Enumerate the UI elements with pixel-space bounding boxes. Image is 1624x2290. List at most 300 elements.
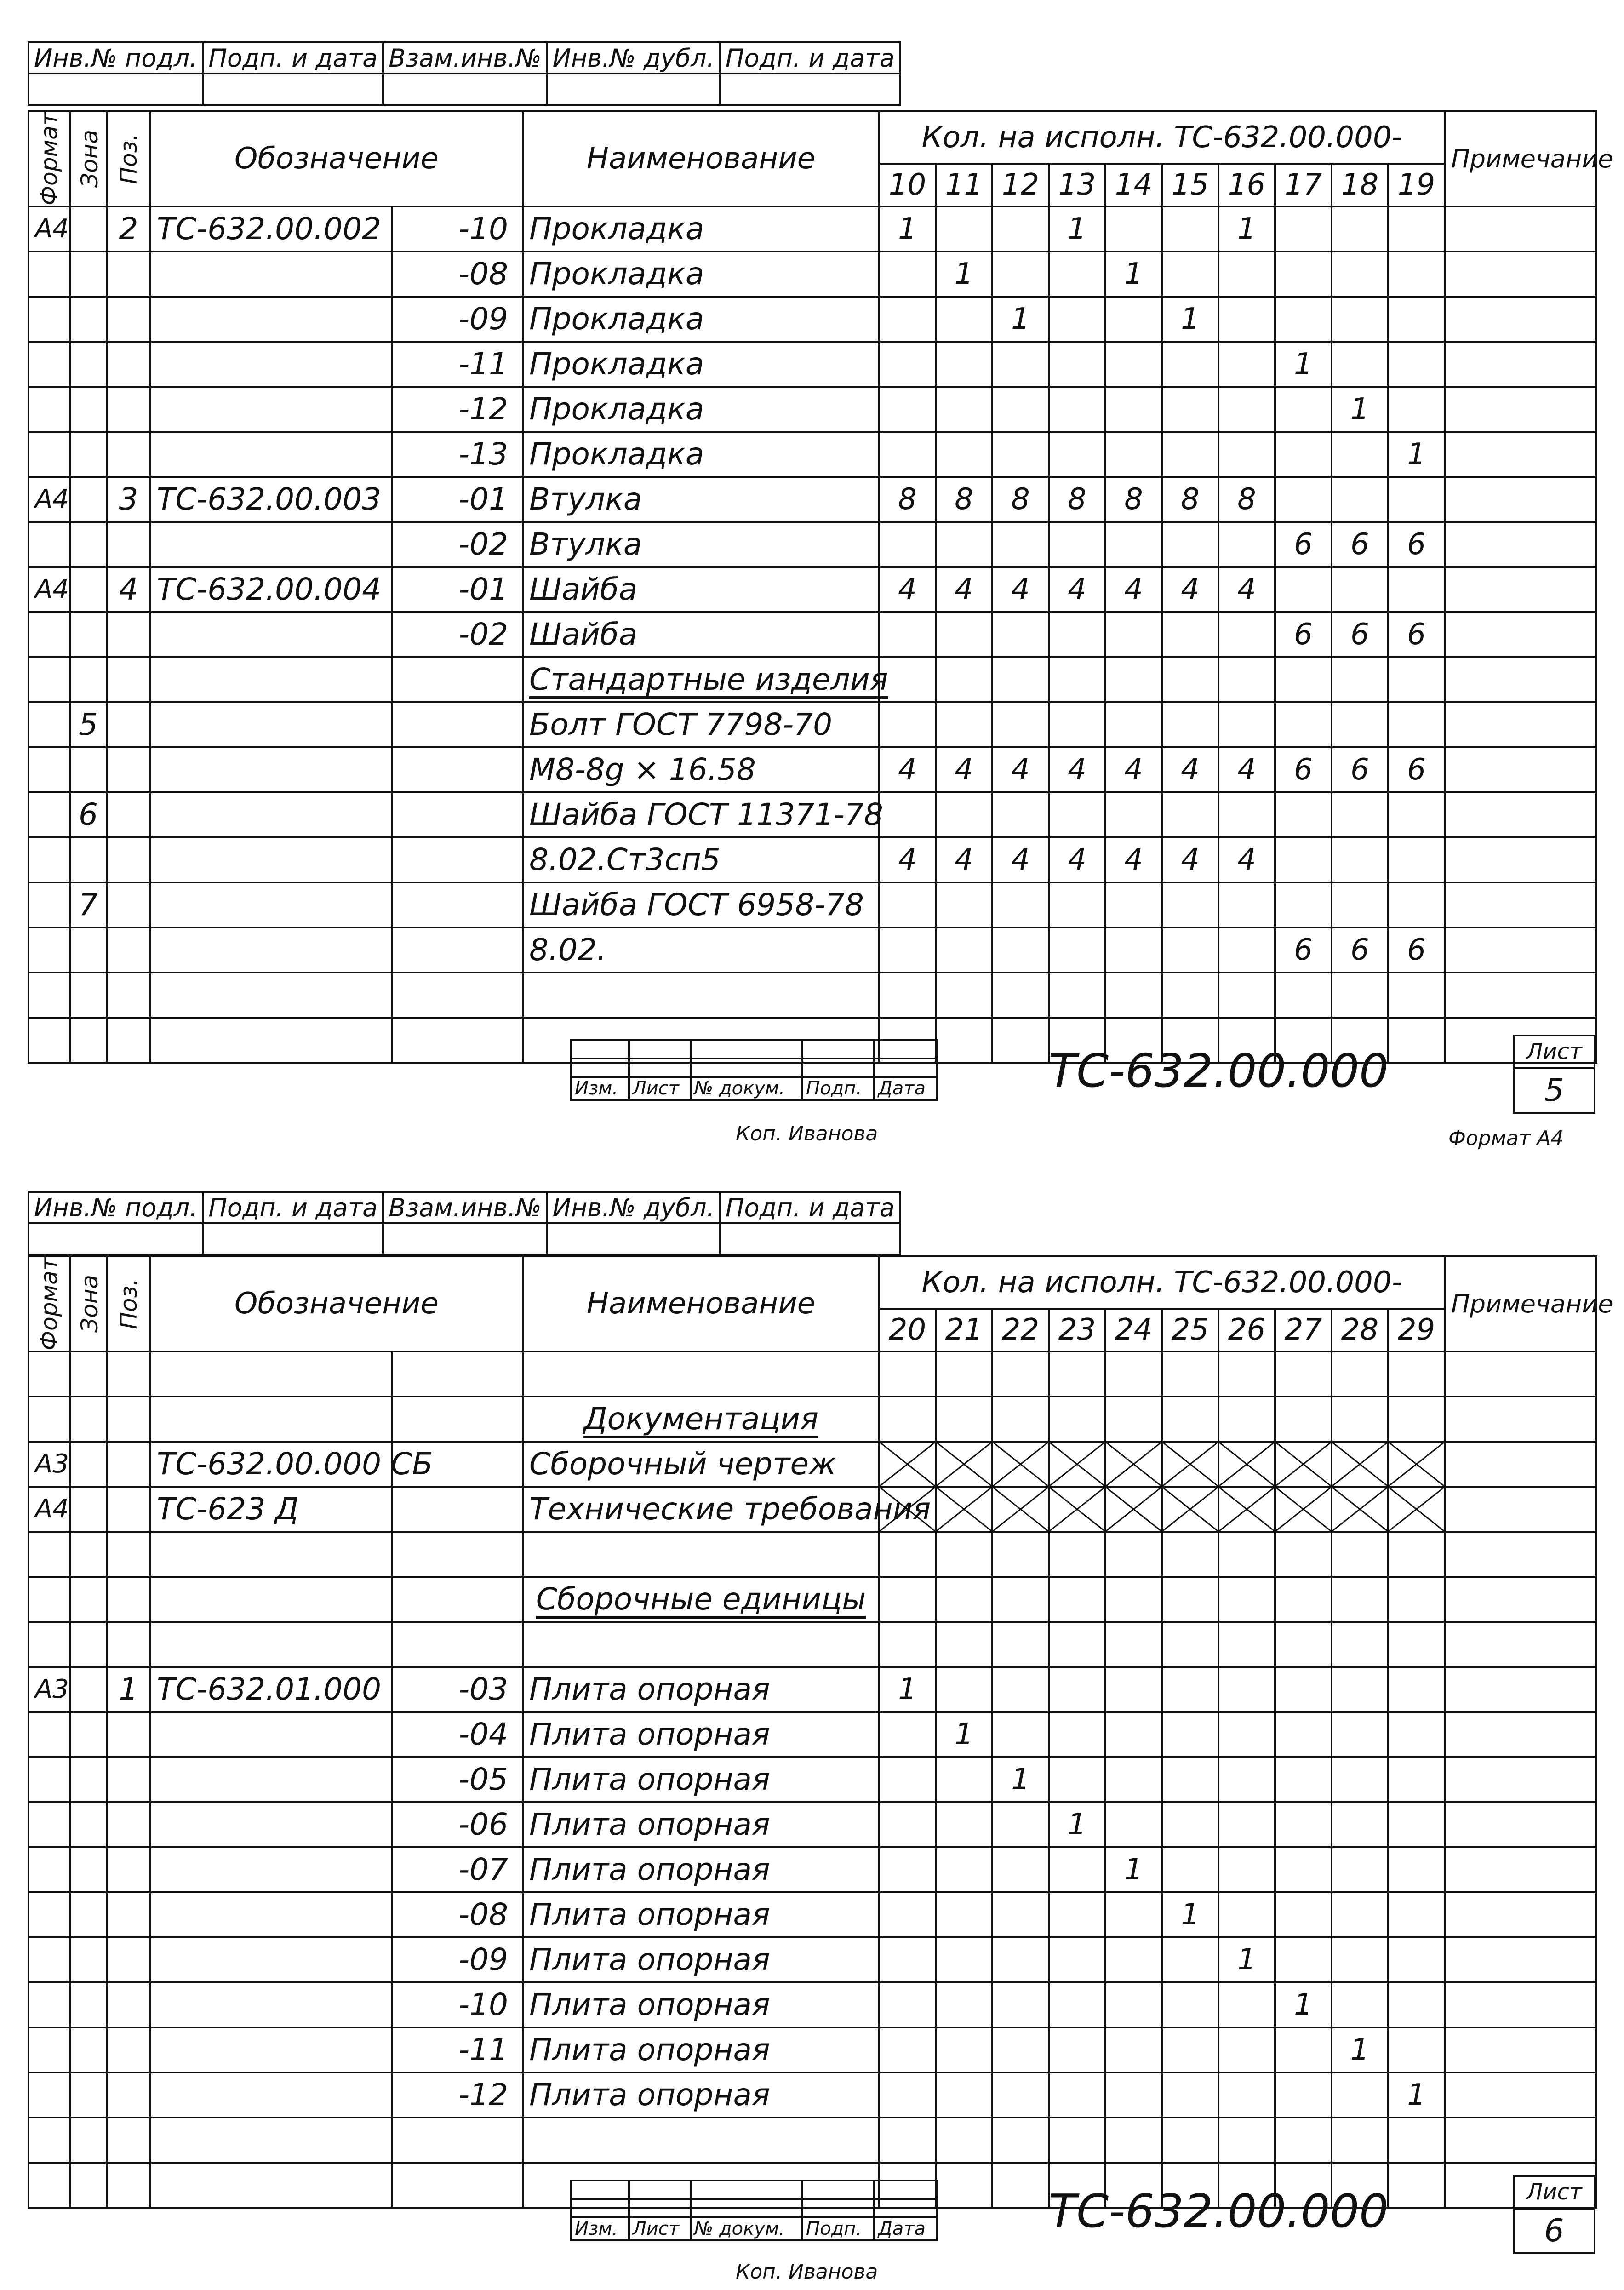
note-cell	[1445, 702, 1596, 747]
quantity-cell: 6	[1332, 522, 1388, 567]
table-row	[29, 1351, 1596, 1397]
rev-col: № докум.	[691, 1077, 802, 1100]
note-cell	[1445, 1982, 1596, 2027]
position-cell	[107, 1397, 150, 1442]
quantity-cell	[936, 612, 992, 657]
quantity-cell	[936, 927, 992, 973]
variant-suffix-cell	[392, 1622, 523, 1667]
note-cell	[1445, 927, 1596, 973]
not-applicable-cross	[1162, 1487, 1218, 1532]
quantity-cell	[879, 522, 936, 567]
table-row	[29, 477, 1596, 522]
not-applicable-cross	[936, 1487, 992, 1532]
designation-cell	[150, 837, 392, 882]
quantity-cell	[1105, 1757, 1162, 1802]
quantity-cell	[1388, 792, 1445, 837]
quantity-cell	[879, 1712, 936, 1757]
quantity-cell	[879, 252, 936, 297]
format-cell	[29, 1937, 70, 1982]
name-cell: Втулка	[523, 477, 879, 522]
variant-suffix-cell	[392, 1487, 523, 1532]
variant-suffix-cell: -05	[392, 1757, 523, 1802]
format-cell	[29, 702, 70, 747]
note-cell	[1445, 1937, 1596, 1982]
quantity-cell	[1218, 1667, 1275, 1712]
quantity-cell	[1275, 206, 1332, 252]
zone-cell	[70, 1532, 107, 1577]
name-cell: Плита опорная	[523, 1802, 879, 1847]
quantity-cell	[1388, 387, 1445, 432]
quantity-cell	[1162, 1802, 1218, 1847]
quantity-cell	[1388, 1622, 1445, 1667]
empty-row	[29, 2118, 1596, 2163]
quantity-cell	[1105, 1622, 1162, 1667]
quantity-cell	[1218, 1757, 1275, 1802]
quantity-cell	[1332, 1577, 1388, 1622]
name-cell: Технические требования	[523, 1487, 879, 1532]
quantity-cell	[1105, 432, 1162, 477]
note-cell	[1445, 1487, 1596, 1532]
designation-cell: ТС-632.00.002	[150, 206, 392, 252]
variant-header: 17	[1275, 164, 1332, 206]
quantity-cell	[1388, 837, 1445, 882]
quantity-cell	[879, 432, 936, 477]
quantity-cell	[1332, 342, 1388, 387]
quantity-cell	[992, 1712, 1049, 1757]
quantity-cell	[1105, 1802, 1162, 1847]
zone-cell	[70, 1442, 107, 1487]
note-cell	[1445, 342, 1596, 387]
quantity-cell: 1	[1049, 206, 1105, 252]
zone-cell	[70, 657, 107, 702]
zone-cell: 5	[70, 702, 107, 747]
zone-cell	[70, 1757, 107, 1802]
quantity-cell	[1332, 1532, 1388, 1577]
quantity-cell: 4	[1105, 567, 1162, 612]
quantity-cell	[1218, 1847, 1275, 1892]
quantity-cell	[1218, 612, 1275, 657]
rev-col: Изм.	[571, 2217, 629, 2240]
quantity-cell	[1218, 297, 1275, 342]
quantity-cell	[936, 1757, 992, 1802]
name-cell: Втулка	[523, 522, 879, 567]
quantity-cell	[1162, 657, 1218, 702]
not-applicable-cross	[1332, 1487, 1388, 1532]
quantity-cell	[1218, 1577, 1275, 1622]
table-row	[29, 1847, 1596, 1892]
table-row	[29, 252, 1596, 297]
zone-cell	[70, 612, 107, 657]
quantity-cell	[1049, 2072, 1105, 2118]
quantity-cell	[1162, 2072, 1218, 2118]
name-cell: Болт ГОСТ 7798-70	[523, 702, 879, 747]
variant-suffix-cell	[392, 1577, 523, 1622]
designation-cell: ТС-632.00.003	[150, 477, 392, 522]
quantity-cell	[1105, 612, 1162, 657]
quantity-cell	[936, 657, 992, 702]
quantity-cell	[1162, 252, 1218, 297]
quantity-cell: 6	[1275, 927, 1332, 973]
quantity-cell	[1332, 252, 1388, 297]
position-cell: 3	[107, 477, 150, 522]
format-cell	[29, 522, 70, 567]
designation-header: Обозначение	[150, 1256, 523, 1351]
note-cell	[1445, 1351, 1596, 1397]
name-cell: Плита опорная	[523, 1937, 879, 1982]
stamp-label: Инв.№ дубл.	[547, 42, 720, 74]
quantity-cell	[936, 432, 992, 477]
quantity-cell: 4	[992, 747, 1049, 792]
quantity-cell	[879, 2072, 936, 2118]
position-cell	[107, 1982, 150, 2027]
quantity-cell: 1	[879, 1667, 936, 1712]
note-cell	[1445, 1532, 1596, 1577]
quantity-cell: 1	[1332, 2027, 1388, 2072]
quantity-cell: 8	[992, 477, 1049, 522]
quantity-cell: 8	[1218, 477, 1275, 522]
designation-cell	[150, 657, 392, 702]
quantity-cell	[1162, 702, 1218, 747]
position-cell	[107, 342, 150, 387]
quantity-cell	[936, 1532, 992, 1577]
variant-suffix-cell: -07	[392, 1847, 523, 1892]
sheet-number-box	[1513, 2175, 1595, 2254]
table-row	[29, 657, 1596, 702]
quantity-cell	[1388, 477, 1445, 522]
quantity-cell: 8	[1105, 477, 1162, 522]
zone-cell	[70, 1577, 107, 1622]
quantity-cell	[1162, 1351, 1218, 1397]
quantity-cell: 4	[1049, 567, 1105, 612]
quantity-cell	[936, 1351, 992, 1397]
quantity-cell	[1162, 1577, 1218, 1622]
position-cell: 1	[107, 1667, 150, 1712]
quantity-cell	[1275, 1532, 1332, 1577]
format-cell	[29, 387, 70, 432]
designation-cell	[150, 1532, 392, 1577]
quantity-cell	[992, 927, 1049, 973]
position-cell	[107, 1442, 150, 1487]
quantity-cell: 8	[1049, 477, 1105, 522]
position-cell	[107, 2072, 150, 2118]
position-cell	[107, 747, 150, 792]
format-cell	[29, 1397, 70, 1442]
qty-group-header: Кол. на исполн. ТС-632.00.000-	[879, 111, 1445, 164]
format-label: Формат А4	[1448, 1127, 1564, 1150]
sheet-number: 5	[1514, 1068, 1595, 1113]
format-cell	[29, 297, 70, 342]
quantity-cell	[1332, 1892, 1388, 1937]
position-cell	[107, 1622, 150, 1667]
quantity-cell	[1105, 882, 1162, 927]
zone-header: Зона	[76, 1275, 103, 1333]
quantity-cell	[936, 1397, 992, 1442]
variant-suffix-cell: -09	[392, 1937, 523, 1982]
table-row	[29, 432, 1596, 477]
quantity-cell	[1049, 1757, 1105, 1802]
variant-suffix-cell: -10	[392, 1982, 523, 2027]
zone-cell	[70, 1982, 107, 2027]
name-cell: Прокладка	[523, 206, 879, 252]
designation-cell	[150, 1577, 392, 1622]
variant-suffix-cell: -10	[392, 206, 523, 252]
quantity-cell	[1388, 1577, 1445, 1622]
quantity-cell	[1275, 297, 1332, 342]
name-cell: Плита опорная	[523, 1712, 879, 1757]
quantity-cell	[1049, 612, 1105, 657]
quantity-cell	[1332, 206, 1388, 252]
position-cell	[107, 612, 150, 657]
designation-cell	[150, 1351, 392, 1397]
quantity-cell	[1049, 927, 1105, 973]
zone-cell	[70, 2072, 107, 2118]
zone-cell	[70, 567, 107, 612]
quantity-cell	[1275, 1712, 1332, 1757]
zone-cell	[70, 1667, 107, 1712]
quantity-cell: 4	[936, 567, 992, 612]
position-cell	[107, 1487, 150, 1532]
table-row	[29, 342, 1596, 387]
sheet-label: Лист	[1514, 1036, 1595, 1068]
format-cell	[29, 1622, 70, 1667]
quantity-cell	[1218, 2072, 1275, 2118]
position-cell	[107, 1937, 150, 1982]
table-row	[29, 1577, 1596, 1622]
quantity-cell	[1388, 2027, 1445, 2072]
format-cell	[29, 1757, 70, 1802]
variant-header: 24	[1105, 1309, 1162, 1351]
quantity-cell	[1388, 702, 1445, 747]
not-applicable-cross	[1105, 1442, 1162, 1487]
note-cell	[1445, 567, 1596, 612]
quantity-cell	[936, 1982, 992, 2027]
position-cell	[107, 1892, 150, 1937]
position-cell	[107, 882, 150, 927]
quantity-cell	[879, 1937, 936, 1982]
variant-header: 28	[1332, 1309, 1388, 1351]
quantity-cell: 4	[1218, 837, 1275, 882]
pos-header: Поз.	[115, 1278, 142, 1329]
quantity-cell	[1218, 1802, 1275, 1847]
format-cell	[29, 1847, 70, 1892]
position-cell	[107, 1532, 150, 1577]
designation-cell	[150, 1937, 392, 1982]
zone-cell	[70, 206, 107, 252]
quantity-cell	[1162, 1937, 1218, 1982]
quantity-cell	[1388, 342, 1445, 387]
position-cell: 4	[107, 567, 150, 612]
table-row	[29, 927, 1596, 973]
sheet-number-box	[1513, 1035, 1595, 1114]
quantity-cell	[1162, 1757, 1218, 1802]
note-header: Примечание	[1445, 1256, 1596, 1351]
quantity-cell	[992, 1577, 1049, 1622]
designation-cell	[150, 252, 392, 297]
name-cell: Шайба ГОСТ 11371-78	[523, 792, 879, 837]
note-cell	[1445, 1712, 1596, 1757]
table-row	[29, 1532, 1596, 1577]
designation-cell	[150, 432, 392, 477]
quantity-cell: 1	[992, 297, 1049, 342]
zone-cell	[70, 342, 107, 387]
quantity-cell	[992, 1351, 1049, 1397]
quantity-cell	[1105, 1577, 1162, 1622]
quantity-cell: 8	[1162, 477, 1218, 522]
quantity-cell	[1105, 657, 1162, 702]
designation-cell: ТС-632.00.000 СБ	[150, 1442, 392, 1487]
variant-header: 14	[1105, 164, 1162, 206]
variant-suffix-cell: -11	[392, 342, 523, 387]
format-cell	[29, 1712, 70, 1757]
quantity-cell	[1388, 882, 1445, 927]
zone-cell: 6	[70, 792, 107, 837]
quantity-cell	[936, 1892, 992, 1937]
note-cell	[1445, 1577, 1596, 1622]
section-heading	[523, 1397, 879, 1442]
quantity-cell: 1	[1218, 1937, 1275, 1982]
quantity-cell	[1218, 342, 1275, 387]
not-applicable-cross	[1388, 1487, 1445, 1532]
table-row	[29, 1712, 1596, 1757]
format-cell: А4	[29, 567, 70, 612]
quantity-cell	[1388, 1892, 1445, 1937]
name-cell	[523, 1622, 879, 1667]
designation-cell	[150, 387, 392, 432]
variant-header: 12	[992, 164, 1049, 206]
quantity-cell: 1	[992, 1757, 1049, 1802]
quantity-cell	[1275, 1802, 1332, 1847]
quantity-cell	[1162, 387, 1218, 432]
quantity-cell	[992, 2072, 1049, 2118]
rev-col: Подп.	[802, 1077, 874, 1100]
quantity-cell: 6	[1388, 612, 1445, 657]
section-heading-text: Стандартные изделия	[529, 662, 888, 698]
not-applicable-cross	[1162, 1442, 1218, 1487]
quantity-cell: 4	[992, 837, 1049, 882]
position-cell	[107, 432, 150, 477]
zone-cell	[70, 747, 107, 792]
quantity-cell: 4	[936, 747, 992, 792]
zone-cell	[70, 252, 107, 297]
format-cell	[29, 612, 70, 657]
variant-suffix-cell: -01	[392, 477, 523, 522]
stamp-label: Взам.инв.№	[383, 42, 547, 74]
quantity-cell	[1275, 837, 1332, 882]
variant-suffix-cell	[392, 1397, 523, 1442]
quantity-cell	[936, 2027, 992, 2072]
note-cell	[1445, 1442, 1596, 1487]
quantity-cell	[1388, 1667, 1445, 1712]
rev-col: Дата	[874, 2217, 937, 2240]
quantity-cell	[992, 702, 1049, 747]
quantity-cell: 4	[1049, 837, 1105, 882]
quantity-cell	[879, 1577, 936, 1622]
quantity-cell	[1049, 522, 1105, 567]
variant-suffix-cell: -02	[392, 522, 523, 567]
copied-by: Коп. Иванова	[736, 2260, 878, 2284]
table-row	[29, 792, 1596, 837]
format-cell	[29, 342, 70, 387]
zone-cell	[70, 1622, 107, 1667]
quantity-cell	[1275, 1757, 1332, 1802]
zone-cell	[70, 1397, 107, 1442]
not-applicable-cross	[936, 1442, 992, 1487]
variant-suffix-cell	[392, 1351, 523, 1397]
note-cell	[1445, 1892, 1596, 1937]
quantity-cell	[1049, 1937, 1105, 1982]
quantity-cell	[1105, 387, 1162, 432]
rev-col: Лист	[629, 1077, 691, 1100]
quantity-cell	[992, 1892, 1049, 1937]
rev-col: Изм.	[571, 1077, 629, 1100]
stamp-label: Инв.№ дубл.	[547, 1192, 720, 1223]
quantity-cell	[936, 522, 992, 567]
quantity-cell	[1162, 206, 1218, 252]
zone-cell	[70, 297, 107, 342]
position-cell	[107, 657, 150, 702]
designation-cell	[150, 702, 392, 747]
quantity-cell: 1	[1332, 387, 1388, 432]
quantity-cell	[1162, 342, 1218, 387]
quantity-cell	[1049, 432, 1105, 477]
quantity-cell: 4	[879, 747, 936, 792]
quantity-cell	[992, 206, 1049, 252]
position-cell	[107, 1351, 150, 1397]
quantity-cell	[1049, 1577, 1105, 1622]
quantity-cell	[1105, 1937, 1162, 1982]
format-cell	[29, 2027, 70, 2072]
quantity-cell	[1162, 1847, 1218, 1892]
position-cell	[107, 387, 150, 432]
name-cell: Плита опорная	[523, 1757, 879, 1802]
note-cell	[1445, 882, 1596, 927]
designation-cell: ТС-632.00.004	[150, 567, 392, 612]
quantity-cell	[1275, 2027, 1332, 2072]
quantity-cell	[879, 792, 936, 837]
title-block-revisions	[570, 2180, 938, 2241]
quantity-cell	[992, 792, 1049, 837]
zone-cell	[70, 2027, 107, 2072]
quantity-cell: 4	[879, 567, 936, 612]
quantity-cell	[879, 387, 936, 432]
stamp-label: Взам.инв.№	[383, 1192, 547, 1223]
quantity-cell	[879, 1351, 936, 1397]
position-cell	[107, 1712, 150, 1757]
quantity-cell	[1218, 522, 1275, 567]
quantity-cell	[1049, 792, 1105, 837]
document-designation: ТС-632.00.000	[1048, 1044, 1389, 1098]
quantity-cell	[1218, 252, 1275, 297]
quantity-cell	[1162, 1622, 1218, 1667]
qty-group-header: Кол. на исполн. ТС-632.00.000-	[879, 1256, 1445, 1309]
name-cell: Плита опорная	[523, 1892, 879, 1937]
name-cell	[523, 1351, 879, 1397]
section-heading-text: Сборочные единицы	[536, 1581, 866, 1617]
name-cell: Шайба	[523, 612, 879, 657]
zone-cell	[70, 1351, 107, 1397]
variant-suffix-cell: -08	[392, 252, 523, 297]
table-row	[29, 2027, 1596, 2072]
quantity-cell	[1049, 252, 1105, 297]
stamp-label: Инв.№ подл.	[29, 1192, 203, 1223]
document-designation: ТС-632.00.000	[1048, 2184, 1389, 2238]
sheet-label: Лист	[1514, 2176, 1595, 2209]
quantity-cell	[992, 882, 1049, 927]
designation-cell	[150, 1712, 392, 1757]
quantity-cell	[1275, 567, 1332, 612]
quantity-cell	[1218, 792, 1275, 837]
note-cell	[1445, 1757, 1596, 1802]
